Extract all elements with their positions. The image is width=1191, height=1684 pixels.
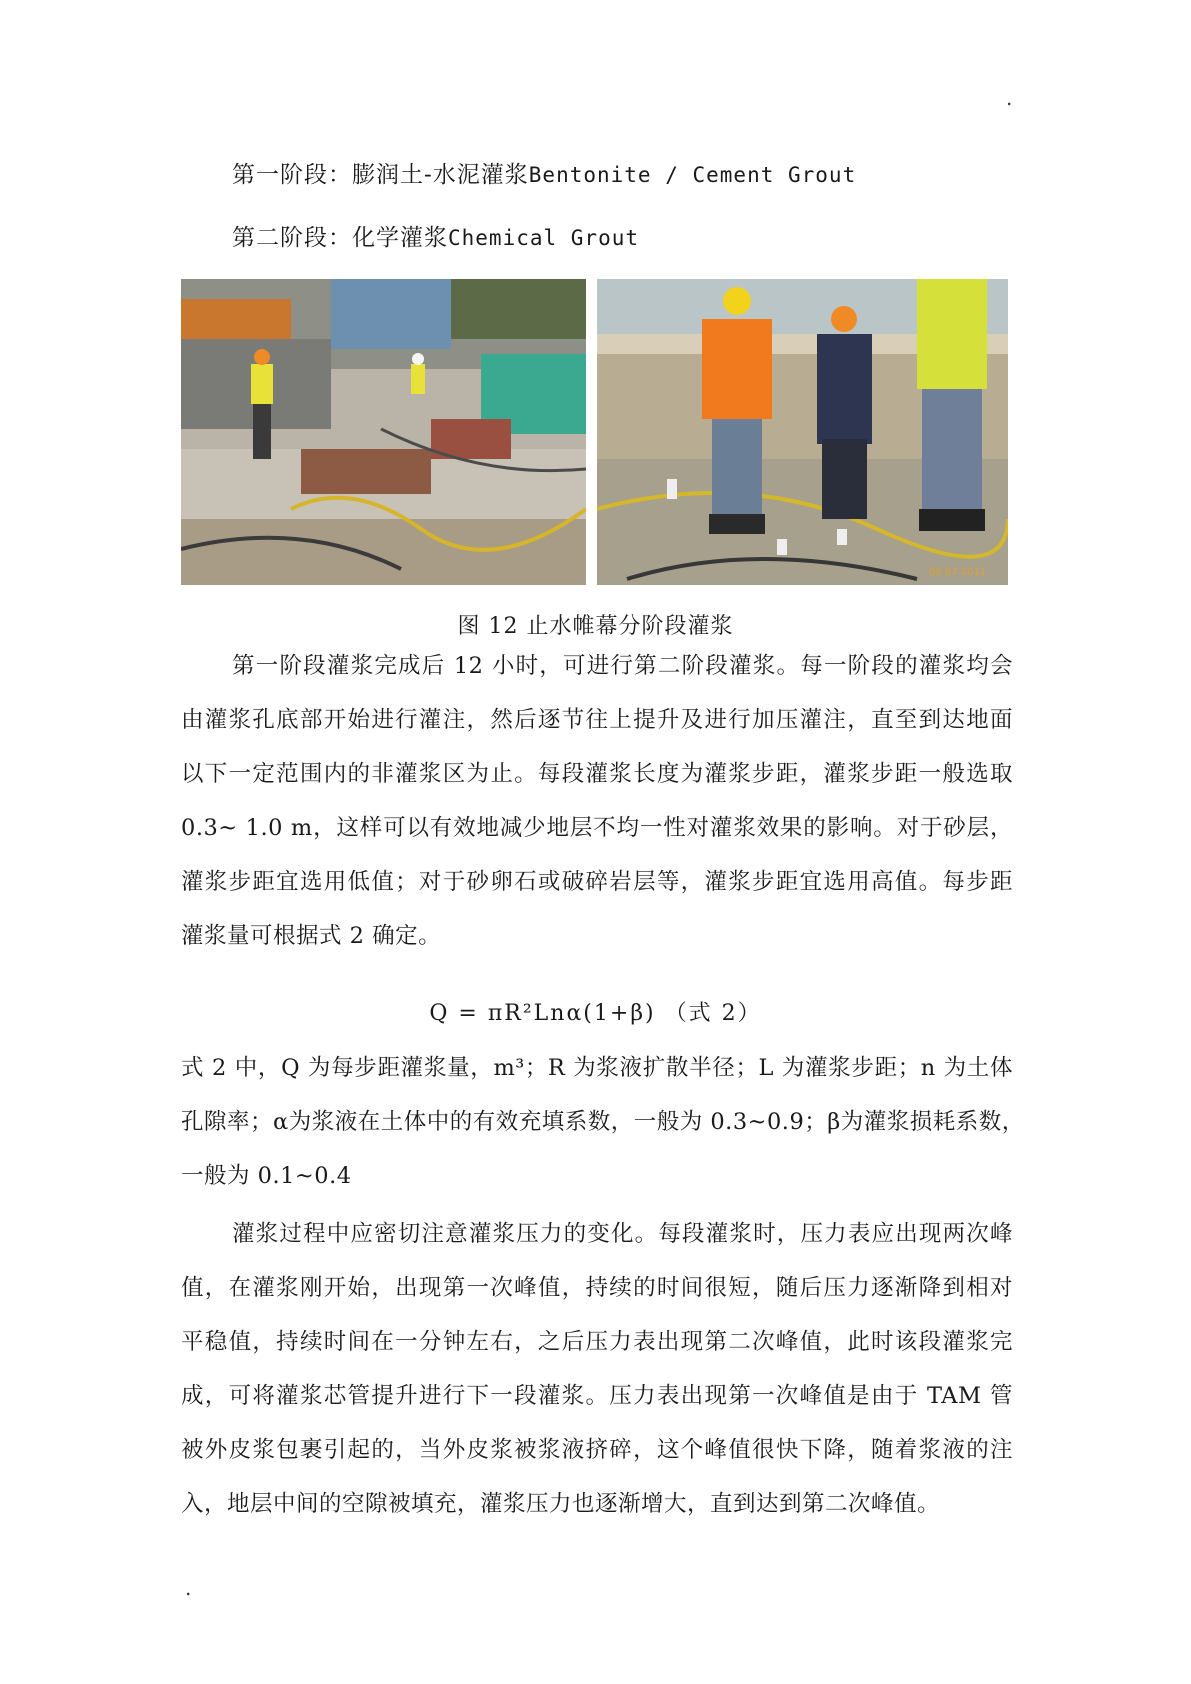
page-mark-top: . (1006, 86, 1013, 110)
figure-caption: 图 12 止水帷幕分阶段灌浆 (457, 614, 734, 639)
paragraph2-line: 一般为 0.1~0.4 (181, 1163, 352, 1189)
paragraph3-line: 平稳值，持续时间在一分钟左右，之后压力表出现第二次峰值，此时该段灌浆完 (181, 1329, 1013, 1355)
paragraph1-line: 第一阶段灌浆完成后 12 小时，可进行第二阶段灌浆。每一阶段的灌浆均会 (232, 653, 1013, 679)
paragraph1-line: 0.3~ 1.0 m，这样可以有效地减少地层不均一性对灌浆效果的影响。对于砂层， (181, 815, 1013, 841)
stage-two-line (232, 219, 639, 252)
stage-two-latin: Chemical Grout (448, 226, 640, 250)
paragraph2-line: 式 2 中，Q 为每步距灌浆量，m³；R 为浆液扩散半径；L 为灌浆步距；n 为土体 (181, 1055, 1013, 1081)
stage-two-label: 第二阶段：化学灌浆 (232, 225, 448, 251)
photo-grouting-equipment (181, 279, 586, 585)
paragraph3-line: 成，可将灌浆芯管提升进行下一段灌浆。压力表出现第一次峰值是由于 TAM 管 (181, 1383, 1013, 1409)
stage-one-latin: Bentonite / Cement Grout (528, 163, 857, 187)
stage-one-line (232, 156, 856, 189)
photo-date-stamp: 06 07 2011 (929, 567, 987, 578)
stage-one-label: 第一阶段：膨润土-水泥灌浆 (232, 162, 529, 188)
paragraph2-line: 孔隙率；α为浆液在土体中的有效充填系数，一般为 0.3~0.9；β为灌浆损耗系数， (181, 1109, 1025, 1135)
paragraph3-line: 入，地层中间的空隙被填充，灌浆压力也逐渐增大，直到达到第二次峰值。 (181, 1491, 941, 1517)
paragraph1-line: 灌浆步距宜选用低值；对于砂卵石或破碎岩层等，灌浆步距宜选用高值。每步距 (181, 869, 1013, 895)
paragraph3-line: 值，在灌浆刚开始，出现第一次峰值，持续的时间很短，随后压力逐渐降到相对 (181, 1275, 1013, 1301)
paragraph3-line: 灌浆过程中应密切注意灌浆压力的变化。每段灌浆时，压力表应出现两次峰 (232, 1221, 1013, 1247)
paragraph1-line: 以下一定范围内的非灌浆区为止。每段灌浆长度为灌浆步距，灌浆步距一般选取 (181, 761, 1013, 787)
paragraph3-line: 被外皮浆包裹引起的，当外皮浆被浆液挤碎，这个峰值很快下降，随着浆液的注 (181, 1437, 1013, 1463)
page-mark-bottom: . (185, 1576, 192, 1600)
paragraph1-line: 由灌浆孔底部开始进行灌注，然后逐节往上提升及进行加压灌注，直至到达地面 (181, 707, 1013, 733)
paragraph1-line: 灌浆量可根据式 2 确定。 (181, 923, 442, 949)
photo-site-workers (597, 279, 1008, 585)
grout-volume-formula: Q = πR²Lnα(1+β) （式 2） (429, 1001, 762, 1026)
